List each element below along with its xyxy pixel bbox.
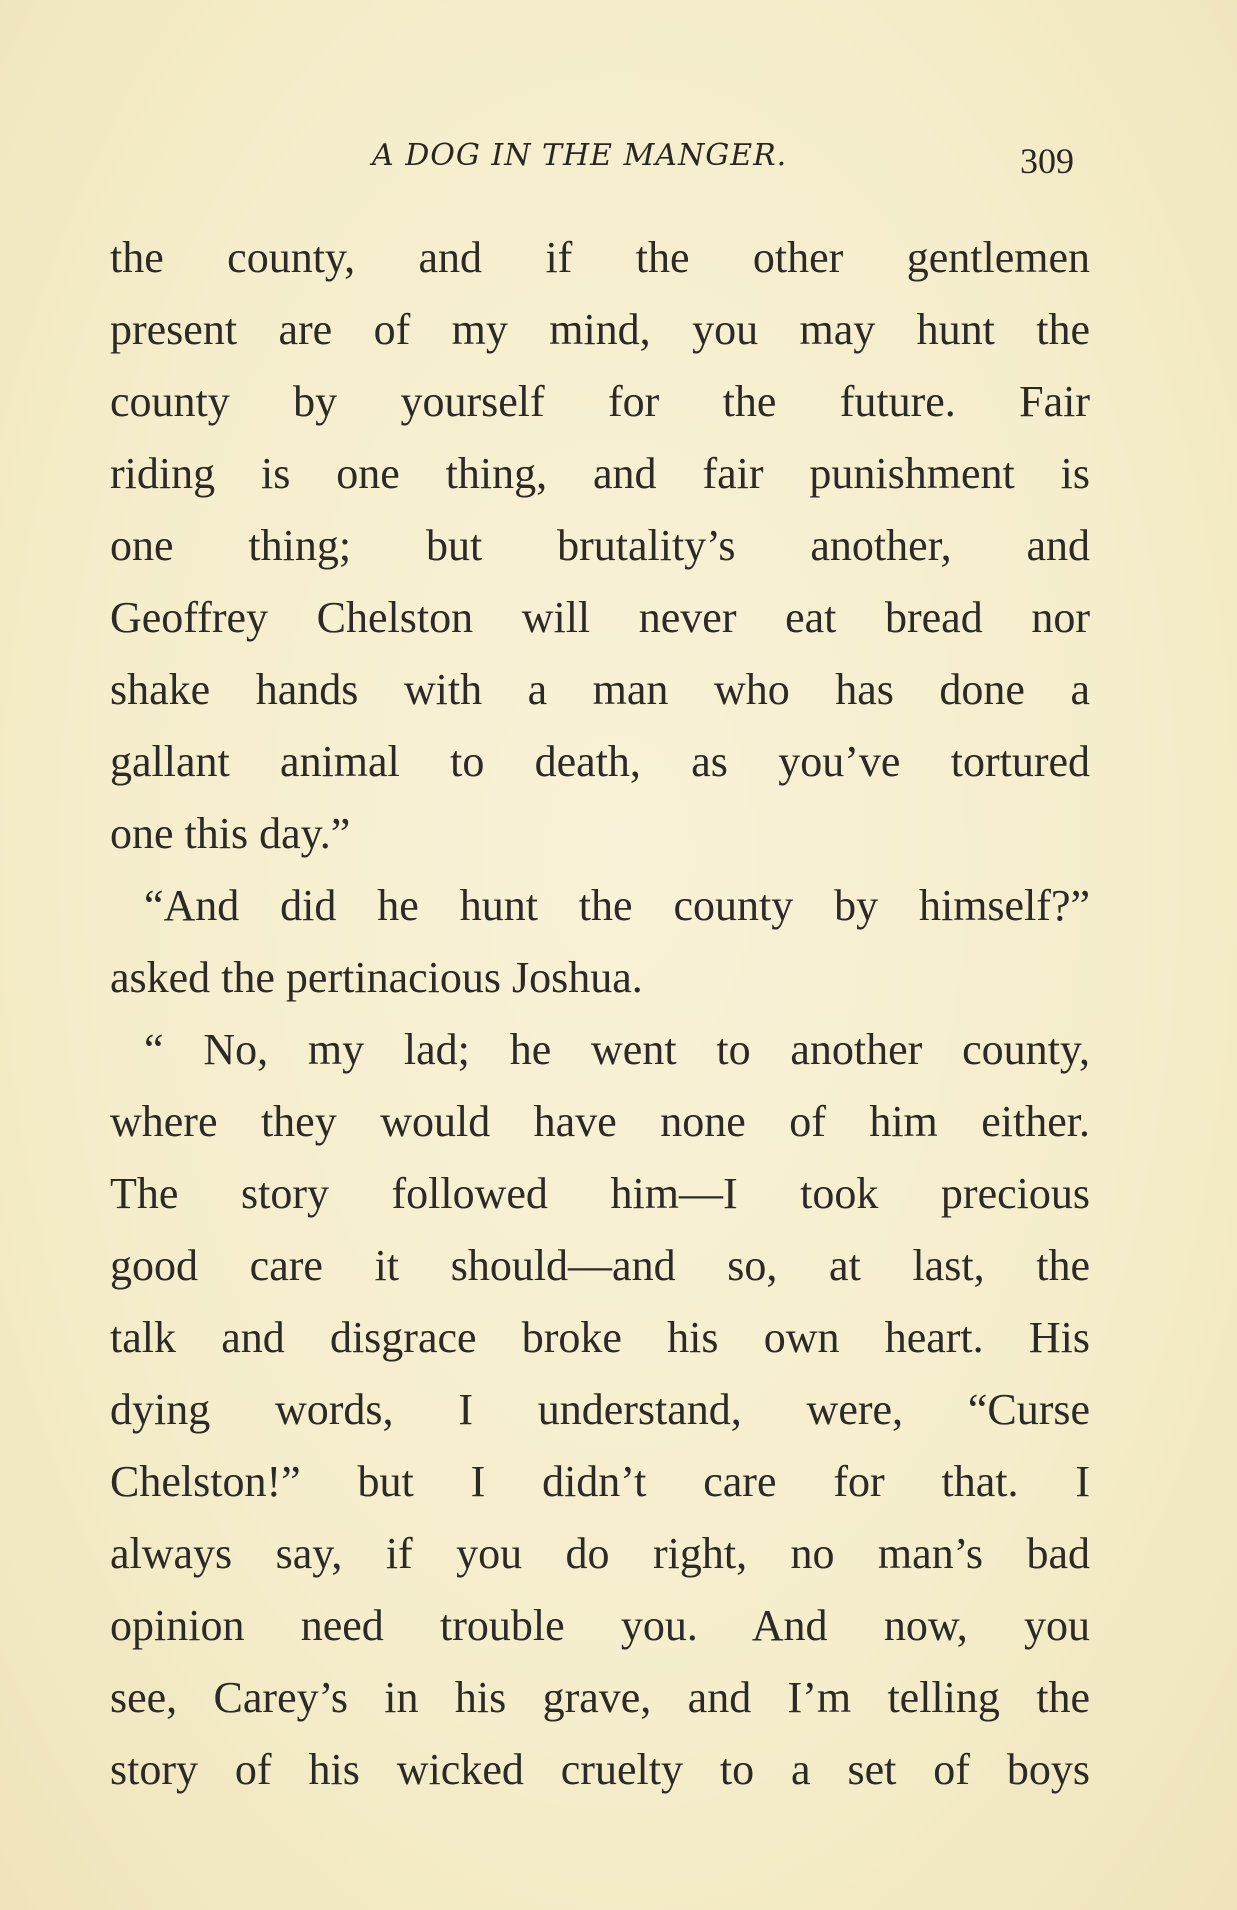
text-line: present are of my mind, you may hunt the [110, 305, 1090, 354]
text-line: always say, if you do right, no man’s bad [110, 1529, 1090, 1578]
text-line: Chelston!” but I didn’t care for that. I [110, 1457, 1090, 1506]
text-line: Geoffrey Chelston will never eat bread nor [110, 593, 1090, 642]
text-line: “And did he hunt the county by himself?” [144, 881, 1090, 930]
text-line: talk and disgrace broke his own heart. His [110, 1313, 1090, 1362]
text-line: gallant animal to death, as you’ve tortured [110, 737, 1090, 786]
text-line: one thing; but brutality’s another, and [110, 521, 1090, 570]
text-line: good care it should—and so, at last, the [110, 1241, 1090, 1290]
text-line: one this day.” [110, 809, 351, 858]
running-head: A DOG IN THE MANGER. [372, 138, 788, 173]
body-text [110, 222, 1090, 1806]
text-line: The story followed him—I took precious [110, 1169, 1090, 1218]
text-line: the county, and if the other gentlemen [110, 233, 1090, 282]
text-line: story of his wicked cruelty to a set of boys [110, 1745, 1090, 1794]
page-number: 309 [1020, 141, 1074, 181]
text-line: county by yourself for the future. Fair [110, 377, 1090, 426]
text-line: shake hands with a man who has done a [110, 665, 1090, 714]
text-line: see, Carey’s in his grave, and I’m telling the [110, 1673, 1090, 1722]
text-line: riding is one thing, and fair punishment is [110, 449, 1090, 498]
text-line: asked the pertinacious Joshua. [110, 953, 643, 1002]
text-line: “ No, my lad; he went to another county, [144, 1025, 1090, 1074]
text-line: where they would have none of him either. [110, 1097, 1090, 1146]
text-line: opinion need trouble you. And now, you [110, 1601, 1090, 1650]
text-line: dying words, I understand, were, “Curse [110, 1385, 1090, 1434]
